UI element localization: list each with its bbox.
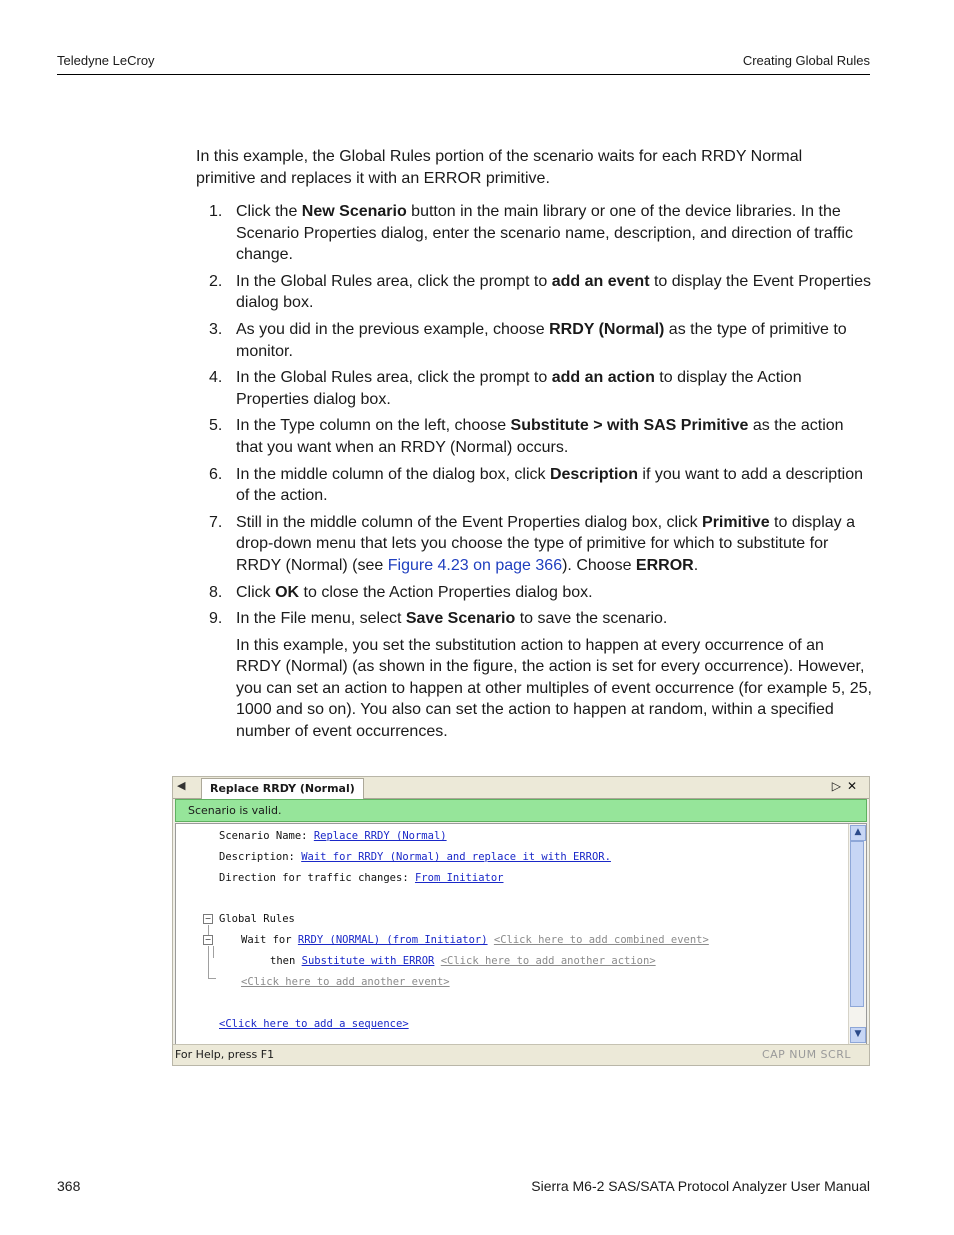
step-3: 3. As you did in the previous example, choose RRDY (Normal) as the type of primitive to monitor. bbox=[209, 320, 847, 360]
step-9: 9. In the File menu, select Save Scenario to save the scenario. In this example, you set the substitution action to happen at every occurrence of an RRDY (Normal) (as shown in the figure, the action is set for every occurrence). However, you can set an action to happen at other multiples of event occurrence (for example 5, 25, 1000 and so on). You also can set the action to happen at random, within a specified number of event occurrences. bbox=[196, 608, 872, 743]
add-another-event-link[interactable]: <Click here to add another event> bbox=[241, 976, 450, 988]
step-note: In this example, you set the substitution action to happen at every occurrence of an RRDY (Normal) (as shown in the figure, the action is set for every occurrence). However, you can set an action to happen at other multiples of event occurrence (for example 5, 25, 1000 and so on). You also can set the action to happen at random, within a specified number of event occurrences. bbox=[236, 636, 872, 741]
scroll-up-icon[interactable]: ▲ bbox=[850, 825, 866, 841]
collapse-icon[interactable]: − bbox=[204, 935, 212, 944]
step-number: 8. bbox=[209, 583, 223, 601]
tree-connector bbox=[208, 978, 216, 979]
ui-term: New Scenario bbox=[301, 203, 407, 220]
step-number: 6. bbox=[209, 465, 223, 483]
step-8: 8. Click OK to close the Action Properties dialog box. bbox=[196, 582, 872, 604]
add-event-row bbox=[241, 976, 450, 988]
step-4: 4. In the Global Rules area, click the prompt to add an action to display the Action Properties dialog box. bbox=[209, 369, 802, 408]
status-help-text: For Help, press F1 bbox=[175, 1048, 275, 1061]
step-6: 6. In the middle column of the dialog box, click Description if you want to add a description of the action. bbox=[209, 465, 863, 505]
global-rules-label: Global Rules bbox=[219, 913, 295, 925]
vertical-scrollbar[interactable] bbox=[848, 824, 866, 1044]
description-row: Description: Wait for RRDY (Normal) and replace it with ERROR. bbox=[219, 851, 611, 863]
add-sequence-row bbox=[219, 1018, 409, 1030]
scenario-editor-window bbox=[172, 776, 870, 1066]
tree-connector bbox=[208, 925, 209, 935]
manual-title: Sierra M6-2 SAS/SATA Protocol Analyzer User Manual bbox=[531, 1178, 870, 1194]
step-number: 1. bbox=[209, 203, 223, 220]
event-link[interactable]: RRDY (NORMAL) (from Initiator) bbox=[297, 934, 488, 946]
step-1: 1. Click the New Scenario button in the main library or one of the device libraries. In the Scenario Properties dialog, enter the scenario name, description, and direction of traffic change. bbox=[209, 203, 853, 264]
step-7: 7. Still in the middle column of the Event Properties dialog box, click Primitive to display a drop-down menu that lets you choose the type of primitive for which to substitute for RRDY (Normal) (see Figure 4.23 on page 366). Choose ERROR. bbox=[209, 513, 855, 574]
add-sequence-link[interactable]: <Click here to add a sequence> bbox=[219, 1018, 409, 1030]
scenario-name-link[interactable]: Replace RRDY (Normal) bbox=[313, 830, 447, 842]
description-link[interactable]: Wait for RRDY (Normal) and replace it with ERROR. bbox=[301, 851, 611, 863]
ui-term: ERROR bbox=[635, 556, 694, 574]
scroll-down-icon[interactable]: ▼ bbox=[850, 1027, 866, 1043]
action-link[interactable]: Substitute with ERROR bbox=[301, 955, 435, 967]
intro-paragraph: In this example, the Global Rules portion of the scenario waits for each RRDY Normal primitive and replaces it with an ERROR primitive. bbox=[196, 148, 803, 187]
validation-status-bar: Scenario is valid. bbox=[175, 799, 867, 822]
step-2: 2. In the Global Rules area, click the prompt to add an event to display the Event Properties dialog box. bbox=[209, 272, 871, 312]
step-number: 5. bbox=[209, 417, 223, 435]
ui-term: add an action bbox=[551, 369, 655, 387]
ui-term: RRDY (Normal) bbox=[549, 320, 665, 338]
tab-controls bbox=[832, 779, 863, 793]
header-rule bbox=[57, 74, 870, 75]
tree-connector bbox=[213, 946, 214, 958]
step-number: 9. bbox=[209, 610, 223, 628]
close-icon[interactable]: ✕ bbox=[846, 779, 863, 793]
ui-term: Substitute > with SAS Primitive bbox=[510, 417, 749, 435]
collapse-icon[interactable]: − bbox=[204, 914, 212, 923]
status-indicators: CAP NUM SCRL bbox=[761, 1048, 851, 1061]
ui-term: Primitive bbox=[702, 513, 770, 531]
page-number: 368 bbox=[57, 1178, 81, 1194]
add-combined-event-link[interactable]: <Click here to add combined event> bbox=[493, 934, 709, 946]
scenario-name-row: Scenario Name: Replace RRDY (Normal) bbox=[219, 830, 447, 842]
step-number: 3. bbox=[209, 320, 223, 338]
direction-row: Direction for traffic changes: From Initiator bbox=[219, 872, 504, 884]
status-bar bbox=[173, 1044, 869, 1065]
add-another-action-link[interactable]: <Click here to add another action> bbox=[440, 955, 656, 967]
ui-term: Description bbox=[549, 465, 638, 483]
ui-term: OK bbox=[275, 583, 300, 601]
header-section-title: Creating Global Rules bbox=[742, 53, 870, 68]
step-5: 5. In the Type column on the left, choose Substitute > with SAS Primitive as the action that you want when an RRDY (Normal) occurs. bbox=[209, 417, 844, 456]
ui-term: Save Scenario bbox=[405, 610, 516, 628]
tab-replace-rrdy[interactable]: Replace RRDY (Normal) bbox=[201, 778, 364, 799]
step-number: 2. bbox=[209, 272, 223, 290]
tab-scroll-right-icon[interactable]: ▷ bbox=[831, 779, 847, 793]
header-company: Teledyne LeCroy bbox=[57, 53, 155, 68]
action-row: then Substitute with ERROR <Click here to add another action> bbox=[270, 955, 656, 967]
figure-link[interactable]: Figure 4.23 on page 366 bbox=[387, 556, 563, 574]
step-number: 4. bbox=[209, 369, 223, 387]
tree-connector bbox=[208, 946, 209, 978]
ui-term: add an event bbox=[551, 272, 650, 290]
scrollbar-thumb[interactable] bbox=[850, 841, 864, 1007]
steps-list bbox=[196, 201, 872, 748]
tab-bar bbox=[173, 777, 869, 799]
step-number: 7. bbox=[209, 513, 223, 531]
scenario-editor-pane bbox=[175, 823, 867, 1045]
direction-link[interactable]: From Initiator bbox=[414, 872, 504, 884]
event-row: Wait for RRDY (NORMAL) (from Initiator) <Click here to add combined event> bbox=[241, 934, 709, 946]
tab-scroll-left-icon[interactable]: ◀ bbox=[177, 779, 186, 792]
